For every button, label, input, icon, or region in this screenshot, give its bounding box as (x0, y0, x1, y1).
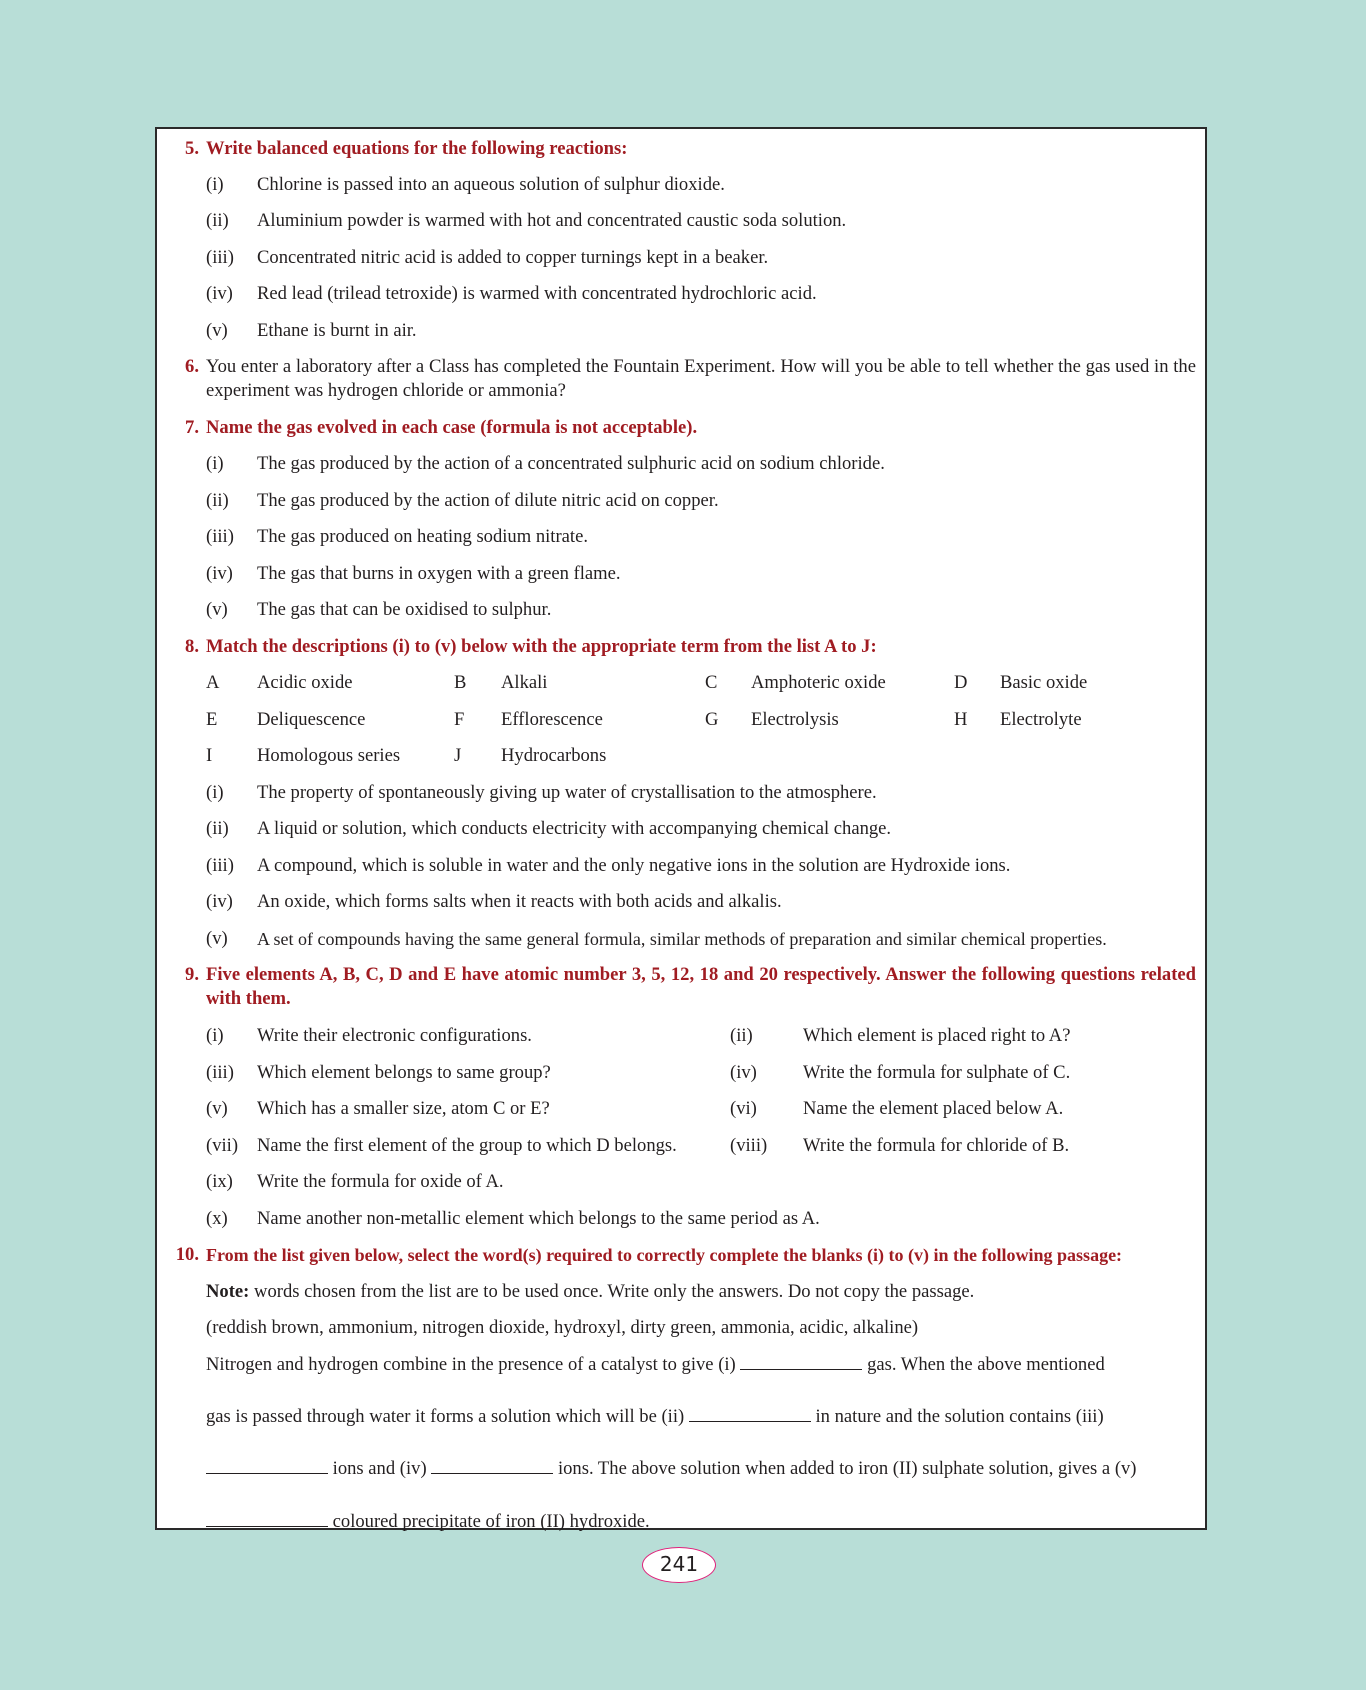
q5-item-label: (ii) (206, 210, 229, 231)
q8-item-label: (i) (206, 782, 224, 803)
q10-number: 10. (175, 1244, 199, 1265)
q7-item-text: The gas produced on heating sodium nitrate. (257, 526, 588, 547)
passage-line-1 (206, 1353, 1105, 1377)
term-name: Electrolysis (751, 709, 839, 730)
term-letter: B (454, 672, 467, 693)
q9-item-label: (i) (206, 1025, 224, 1046)
term-name: Homologous series (257, 745, 401, 766)
term-letter: A (206, 672, 220, 693)
q7-item-label: (v) (206, 599, 228, 620)
q5-item-text: Chlorine is passed into an aqueous solution of sulphur dioxide. (257, 174, 725, 195)
q9-item-label: (iv) (730, 1062, 757, 1083)
q8-item-label: (v) (206, 928, 228, 949)
q5-number: 5. (185, 138, 199, 159)
q9-item-label: (ix) (206, 1171, 233, 1192)
q7-title: Name the gas evolved in each case (formula is not acceptable). (206, 417, 698, 438)
q5-item-label: (i) (206, 174, 224, 195)
passage-line-2 (206, 1405, 1104, 1429)
q9-number: 9. (185, 964, 199, 985)
passage-line-4 (206, 1510, 650, 1534)
note-label: Note: (206, 1281, 250, 1302)
passage-text: coloured precipitate of iron (II) hydroxide. (332, 1511, 650, 1532)
term-name: Amphoteric oxide (751, 672, 886, 693)
q9-item-text: Which has a smaller size, atom C or E? (257, 1098, 550, 1119)
note-text: words chosen from the list are to be used once. Write only the answers. Do not copy the passage. (254, 1281, 975, 1302)
q7-item-text: The gas produced by the action of a concentrated sulphuric acid on sodium chloride. (257, 453, 885, 474)
blank-iii[interactable] (206, 1459, 328, 1474)
passage-line-3 (206, 1457, 1137, 1481)
blank-iv[interactable] (431, 1459, 553, 1474)
q8-item-text: An oxide, which forms salts when it reacts with both acids and alkalis. (257, 891, 782, 912)
q8-item-label: (ii) (206, 818, 229, 839)
q10-note (206, 1280, 974, 1304)
word-list: (reddish brown, ammonium, nitrogen dioxide, hydroxyl, dirty green, ammonia, acidic, alkaline) (206, 1317, 919, 1338)
q5-item-label: (iv) (206, 283, 233, 304)
q9-item-text: Name the first element of the group to which D belongs. (257, 1135, 677, 1156)
q5-item-label: (v) (206, 320, 228, 341)
q7-number: 7. (185, 417, 199, 438)
term-name: Acidic oxide (257, 672, 353, 693)
q8-number: 8. (185, 636, 199, 657)
q8-item-text: A liquid or solution, which conducts electricity with accompanying chemical change. (257, 818, 892, 839)
blank-ii[interactable] (689, 1407, 811, 1422)
term-name: Hydrocarbons (501, 745, 607, 766)
term-letter: J (454, 745, 462, 766)
q9-item-label: (v) (206, 1098, 228, 1119)
page-number: 241 (642, 1547, 716, 1583)
passage-text: ions. The above solution when added to iron (II) sulphate solution, gives a (v) (557, 1458, 1137, 1479)
q7-item-label: (i) (206, 453, 224, 474)
q9-item-text: Which element is placed right to A? (803, 1025, 1071, 1046)
q8-item-label: (iii) (206, 855, 234, 876)
q7-item-text: The gas that burns in oxygen with a green flame. (257, 563, 621, 584)
q6-text: You enter a laboratory after a Class has completed the Fountain Experiment. How will you be able to tell whether the gas used in the experiment was hydrogen chloride or ammonia? (206, 356, 1196, 401)
q5-item-text: Red lead (trilead tetroxide) is warmed with concentrated hydrochloric acid. (257, 283, 817, 304)
q9-item-text: Write the formula for oxide of A. (257, 1171, 504, 1192)
q5-title: Write balanced equations for the following reactions: (206, 138, 628, 159)
q9-title: Five elements A, B, C, D and E have atomic number 3, 5, 12, 18 and 20 respectively. Answer the following questions related with them. (206, 964, 1196, 1009)
q9-item-text: Which element belongs to same group? (257, 1062, 551, 1083)
term-name: Efflorescence (501, 709, 603, 730)
passage-text: gas. When the above mentioned (867, 1354, 1105, 1375)
q5-item-text: Ethane is burnt in air. (257, 320, 417, 341)
q9-item-text: Name the element placed below A. (803, 1098, 1064, 1119)
term-letter: C (705, 672, 718, 693)
term-letter: E (206, 709, 218, 730)
passage-text: gas is passed through water it forms a solution which will be (ii) (206, 1406, 685, 1427)
term-name: Deliquescence (257, 709, 366, 730)
passage-text: Nitrogen and hydrogen combine in the presence of a catalyst to give (i) (206, 1354, 736, 1375)
q8-item-text: A compound, which is soluble in water and the only negative ions in the solution are Hydroxide ions. (257, 855, 1011, 876)
q8-title: Match the descriptions (i) to (v) below with the appropriate term from the list A to J: (206, 636, 877, 657)
term-name: Basic oxide (1000, 672, 1088, 693)
q8-item-text: A set of compounds having the same general formula, similar methods of preparation and similar chemical properties. (257, 929, 1107, 949)
q9-item-text: Write the formula for sulphate of C. (803, 1062, 1071, 1083)
term-letter: I (206, 745, 213, 766)
q5-item-label: (iii) (206, 247, 234, 268)
q9-item-text: Name another non-metallic element which belongs to the same period as A. (257, 1208, 820, 1229)
q7-item-label: (ii) (206, 490, 229, 511)
q7-item-text: The gas produced by the action of dilute nitric acid on copper. (257, 490, 719, 511)
term-name: Electrolyte (1000, 709, 1082, 730)
term-letter: G (705, 709, 719, 730)
term-letter: H (954, 709, 968, 730)
q9-item-label: (vii) (206, 1135, 239, 1156)
q9-item-text: Write the formula for chloride of B. (803, 1135, 1070, 1156)
term-name: Alkali (501, 672, 548, 693)
q9-item-label: (iii) (206, 1062, 234, 1083)
blank-i[interactable] (740, 1355, 862, 1370)
q9-item-label: (vi) (730, 1098, 757, 1119)
q6-number: 6. (185, 356, 199, 377)
q10-title: From the list given below, select the word(s) required to correctly complete the blanks (i) to (v) in the following passage: (206, 1245, 1123, 1265)
q9-item-label: (x) (206, 1208, 228, 1229)
q9-item-text: Write their electronic configurations. (257, 1025, 532, 1046)
passage-text: in nature and the solution contains (iii) (815, 1406, 1104, 1427)
q7-item-text: The gas that can be oxidised to sulphur. (257, 599, 552, 620)
q9-item-label: (ii) (730, 1025, 753, 1046)
blank-v[interactable] (206, 1512, 328, 1527)
q5-item-text: Concentrated nitric acid is added to copper turnings kept in a beaker. (257, 247, 769, 268)
term-letter: F (454, 709, 465, 730)
question-panel (155, 127, 1207, 1530)
q9-item-label: (viii) (730, 1135, 768, 1156)
q7-item-label: (iv) (206, 563, 233, 584)
term-letter: D (954, 672, 968, 693)
q7-item-label: (iii) (206, 526, 234, 547)
q5-item-text: Aluminium powder is warmed with hot and concentrated caustic soda solution. (257, 210, 847, 231)
q8-item-text: The property of spontaneously giving up water of crystallisation to the atmosphere. (257, 782, 877, 803)
q8-item-label: (iv) (206, 891, 233, 912)
passage-text: ions and (iv) (332, 1458, 427, 1479)
